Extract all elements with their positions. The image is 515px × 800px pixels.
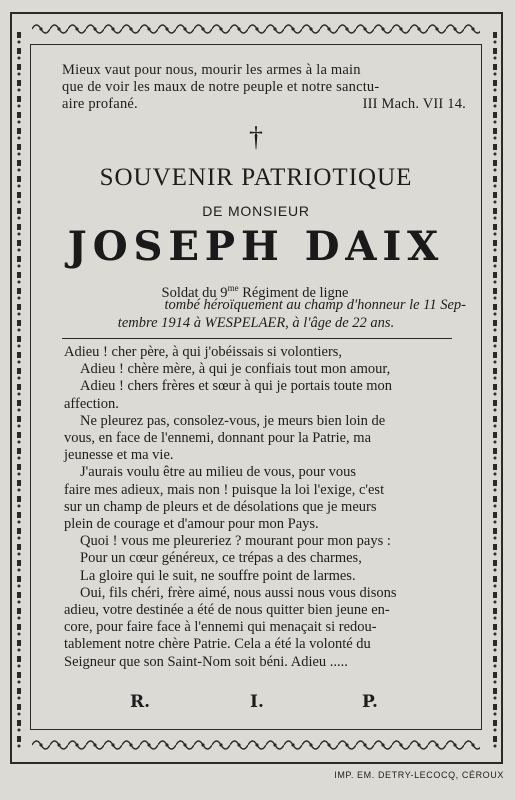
card-subtitle: DE MONSIEUR — [202, 203, 310, 219]
rip-letter: R. — [130, 692, 151, 712]
bottom-ornament-band — [32, 734, 480, 756]
epigraph-line: que de voir les maux de notre peuple et notre sanctu- — [62, 79, 380, 95]
text-line: plein de courage et d'amour pour mon Pays. — [64, 516, 319, 533]
rip-letter: I. — [250, 692, 264, 712]
death-statement — [46, 296, 466, 332]
text-line: Adieu ! chère mère, à qui je confiais tout mon amour, — [80, 361, 391, 378]
text-line: La gloire qui le suit, ne souffre point de larmes. — [80, 567, 356, 584]
top-ornament-band — [32, 18, 480, 40]
text-line: core, pour faire face à l'ennemi qui menaçait si redou- — [64, 619, 377, 636]
soldier-suffix: Régiment de ligne — [238, 284, 349, 301]
epigraph-line: aire profané. — [62, 96, 138, 112]
cross-icon: † — [249, 122, 263, 153]
printer-imprint: IMP. EM. DETRY-LECOCQ, CÉROUX — [334, 770, 504, 780]
text-line: Seigneur que son Saint-Nom soit béni. Adieu ..... — [64, 653, 348, 670]
text-line: Oui, fils chéri, frère aimé, nous aussi nous vous disons — [80, 584, 397, 601]
deceased-name: JOSEPH DAIX — [67, 223, 445, 270]
text-line: Adieu ! chers frères et sœur à qui je portais toute mon — [80, 378, 393, 395]
text-line: vous, en face de l'ennemi, donnant pour la Patrie, ma — [64, 430, 372, 447]
text-line: Pour un cœur généreux, ce trépas a des charmes, — [80, 550, 362, 567]
epigraph-line: Mieux vaut pour nous, mourir les armes à la main — [62, 62, 361, 78]
soldier-superscript: me — [227, 283, 239, 293]
soldier-prefix: Soldat du 9 — [161, 284, 228, 301]
left-border-ornament — [14, 30, 24, 750]
text-line: J'aurais voulu être au milieu de vous, pour vous — [80, 464, 357, 481]
farewell-text — [64, 344, 476, 671]
text-line: Adieu ! cher père, à qui j'obéissais si volontiers, — [64, 344, 343, 360]
rip-letter: P. — [362, 692, 378, 712]
text-line: sur un champ de pleurs et de désolations que je meurs — [64, 498, 377, 515]
text-line: Quoi ! vous me pleureriez ? mourant pour mon pays : — [80, 533, 391, 550]
text-line: affection. — [64, 395, 119, 412]
divider — [62, 338, 452, 339]
right-border-ornament — [490, 30, 500, 750]
text-line: Ne pleurez pas, consolez-vous, je meurs bien loin de — [80, 412, 386, 429]
text-line: adieu, votre destinée a été de nous quitter bien jeune en- — [64, 602, 390, 619]
epigraph — [62, 62, 466, 113]
card-title: SOUVENIR PATRIOTIQUE — [99, 164, 413, 191]
text-line: faire mes adieux, mais non ! puisque la loi l'exige, c'est — [64, 481, 385, 498]
text-line: jeunesse et ma vie. — [64, 447, 174, 464]
death-line: tombé héroïquement au champ d'honneur le 11 Sep- — [164, 297, 466, 313]
death-line: tembre 1914 à WESPELAER, à l'âge de 22 ans. — [117, 315, 395, 331]
epigraph-reference: III Mach. VII 14. — [362, 96, 466, 112]
text-line: tablement notre chère Patrie. Cela a été la volonté du — [64, 636, 371, 653]
